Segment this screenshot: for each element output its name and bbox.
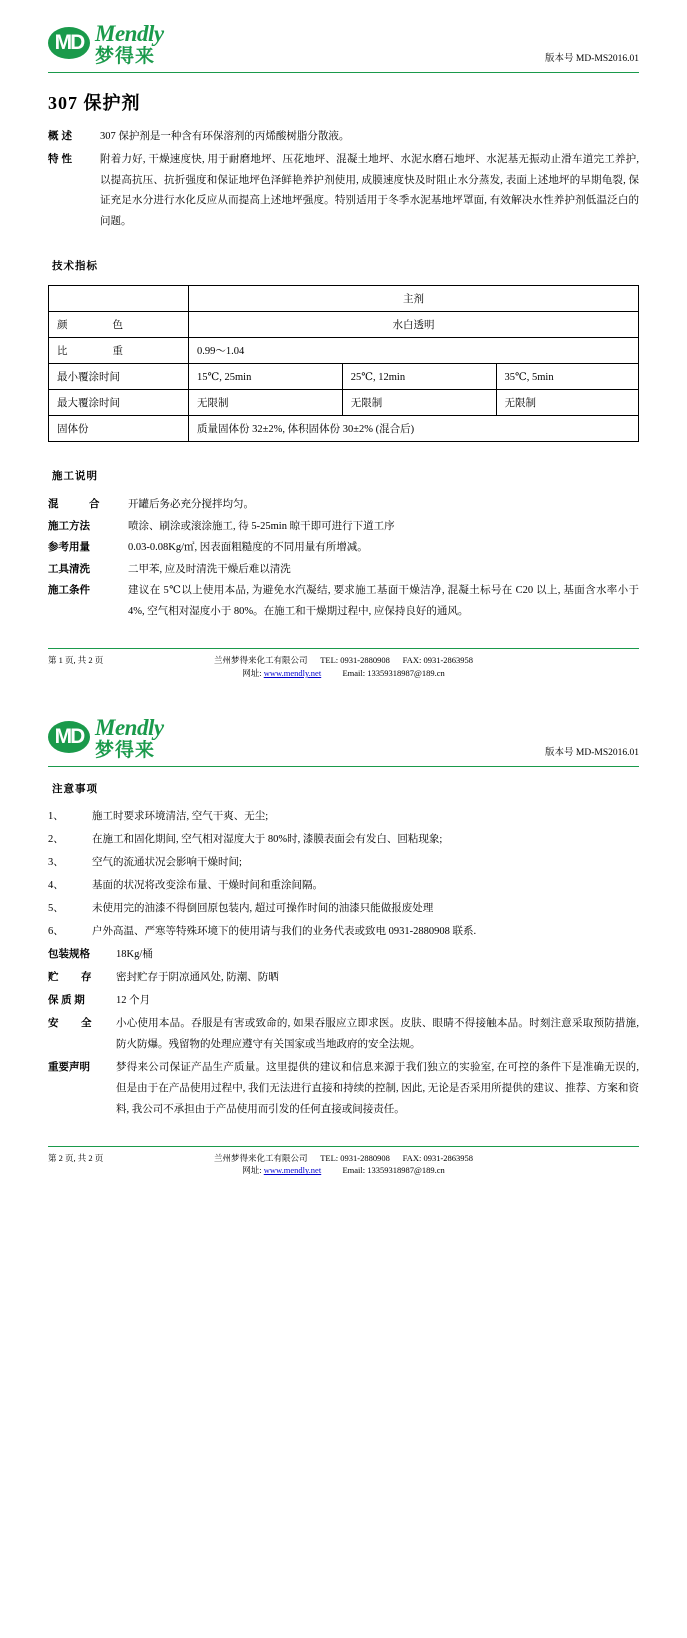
logo-mark-letters: MD bbox=[54, 31, 84, 54]
note-text: 户外高温、严寒等特殊环境下的使用请与我们的业务代表或致电 0931-2880908 联系. bbox=[92, 925, 477, 937]
detail-disclaimer-value: 梦得来公司保证产品生产质量。这里提供的建议和信息来源于我们独立的实验室, 在可控的条件下是准确无误的, 但是由于在产品使用过程中, 我们无法进行直接和持续的控制, 因此, 无论是否采用所提供的建议、推荐、方案和资料, 我公司不承担由于产品使用而引发的任何直接或间接责任。 bbox=[116, 1061, 639, 1115]
footer-page-number: 第 2 页, 共 2 页 bbox=[48, 1152, 104, 1163]
logo-chinese-name: 梦得来 bbox=[95, 739, 156, 761]
note-text: 施工时要求环境清洁, 空气干爽、无尘; bbox=[92, 810, 269, 822]
company-logo bbox=[48, 22, 164, 66]
construction-text-cleaning: 二甲苯, 应及时清洗干燥后难以清洗 bbox=[128, 563, 291, 575]
table-row bbox=[49, 312, 639, 338]
construction-label-method: 施工方法 bbox=[48, 520, 90, 532]
details-list bbox=[48, 944, 639, 1120]
spec-header-main: 主剂 bbox=[189, 286, 639, 312]
detail-shelf-life bbox=[48, 990, 639, 1011]
construction-text-mixing: 开罐后务必充分搅拌均匀。 bbox=[128, 499, 254, 511]
note-number: 2、 bbox=[48, 833, 64, 845]
list-item bbox=[48, 875, 639, 896]
detail-packaging-value: 18Kg/桶 bbox=[116, 948, 153, 960]
section-features bbox=[48, 150, 639, 232]
note-number: 3、 bbox=[48, 856, 64, 868]
table-row-header bbox=[49, 286, 639, 312]
spec-value-max-recoat-15c: 无限制 bbox=[189, 390, 343, 416]
table-row bbox=[49, 364, 639, 390]
footer-fax: FAX: 0931-2863958 bbox=[402, 1152, 474, 1163]
page-gap bbox=[0, 680, 687, 694]
company-logo bbox=[48, 716, 164, 760]
detail-storage-value: 密封贮存于阴凉通风处, 防潮、防晒 bbox=[116, 971, 279, 983]
detail-safety-value: 小心使用本品。吞服是有害或致命的, 如果吞服应立即求医。皮肤、眼睛不得接触本品。时刻注意采取预防措施, 防火防爆。残留物的处理应遵守有关国家或当地政府的安全法规。 bbox=[116, 1017, 639, 1050]
construction-text-conditions: 建议在 5℃以上使用本品, 为避免水汽凝结, 要求施工基面干燥洁净, 混凝土标号在 C20 以上, 基面含水率小于 4%, 空气相对湿度小于 80%。在施工和干燥期过程中, 应保持良好的通风。 bbox=[128, 585, 639, 617]
list-item bbox=[48, 921, 639, 942]
list-item bbox=[48, 898, 639, 919]
table-row bbox=[49, 338, 639, 364]
note-text: 在施工和固化期间, 空气相对湿度大于 80%时, 漆膜表面会有发白、回粘现象; bbox=[92, 833, 443, 845]
detail-shelf-life-value: 12 个月 bbox=[116, 994, 151, 1006]
construction-text-method: 喷涂、刷涂或滚涂施工, 待 5-25min 晾干即可进行下道工序 bbox=[128, 520, 395, 532]
construction-heading: 施工说明 bbox=[52, 471, 98, 483]
page-1-footer bbox=[48, 648, 639, 680]
detail-packaging-label: 包装规格 bbox=[48, 948, 90, 960]
footer-email: 13359318987@189.cn bbox=[367, 667, 445, 678]
spec-label-max-recoat: 最大覆涂时间 bbox=[49, 390, 189, 416]
construction-item-coverage bbox=[48, 538, 639, 558]
logo-english-name: Mendly bbox=[95, 21, 164, 46]
detail-safety bbox=[48, 1013, 639, 1055]
footer-fax: FAX: 0931-2863958 bbox=[402, 655, 474, 666]
spec-label-min-recoat: 最小覆涂时间 bbox=[49, 364, 189, 390]
construction-label-coverage: 参考用量 bbox=[48, 542, 90, 554]
notes-list bbox=[48, 806, 639, 942]
spec-value-max-recoat-35c: 无限制 bbox=[496, 390, 639, 416]
section-features-text: 附着力好, 干燥速度快, 用于耐磨地坪、压花地坪、混凝土地坪、水泥水磨石地坪、水泥基无振动止滑车道完工养护, 以提高抗压、抗折强度和保证地坪色泽鲜艳养护剂使用, 成膜速度快及时阻止水分蒸发, 表面上述地坪的早期龟裂, 保证充足水分进行水化反应从而提高上述地坪强度。特别适用于冬季水泥基地坪罩面, 有效解决水性养护剂低温泛白的问题。 bbox=[100, 154, 639, 227]
spec-table bbox=[48, 285, 639, 442]
footer-web-link[interactable]: www.mendly.net bbox=[263, 667, 322, 678]
section-overview-text: 307 保护剂是一种含有环保溶剂的丙烯酸树脂分散液。 bbox=[100, 131, 350, 142]
footer-page-number: 第 1 页, 共 2 页 bbox=[48, 655, 104, 666]
document-page-2 bbox=[0, 694, 687, 1178]
note-number: 4、 bbox=[48, 879, 64, 891]
spec-label-color: 颜 色 bbox=[49, 312, 189, 338]
construction-item-cleaning bbox=[48, 560, 639, 580]
spec-value-color: 水白透明 bbox=[189, 312, 639, 338]
note-text: 未使用完的油漆不得倒回原包装内, 超过可操作时间的油漆只能做报废处理 bbox=[92, 902, 434, 914]
footer-email-label: Email: bbox=[342, 1165, 366, 1176]
spec-header-blank bbox=[49, 286, 189, 312]
section-overview-label: 概述 bbox=[48, 131, 75, 142]
detail-safety-label: 安 全 bbox=[48, 1017, 98, 1029]
table-row bbox=[49, 390, 639, 416]
spec-label-density: 比 重 bbox=[49, 338, 189, 364]
spec-value-min-recoat-15c: 15℃, 25min bbox=[189, 364, 343, 390]
spec-value-solids: 质量固体份 32±2%, 体积固体份 30±2% (混合后) bbox=[189, 416, 639, 442]
footer-email: 13359318987@189.cn bbox=[367, 1165, 445, 1176]
list-item bbox=[48, 829, 639, 850]
page-header bbox=[48, 0, 639, 70]
detail-storage bbox=[48, 967, 639, 988]
logo-mark-icon bbox=[48, 721, 90, 755]
note-number: 6、 bbox=[48, 925, 64, 937]
detail-disclaimer bbox=[48, 1057, 639, 1120]
construction-list bbox=[48, 495, 639, 622]
page-2-footer bbox=[48, 1146, 639, 1178]
construction-item-conditions bbox=[48, 581, 639, 622]
footer-company: 兰州梦得来化工有限公司 bbox=[213, 655, 308, 666]
version-label: 版本号 MD-MS2016.01 bbox=[545, 747, 639, 758]
note-number: 5、 bbox=[48, 902, 64, 914]
note-number: 1、 bbox=[48, 810, 64, 822]
detail-packaging bbox=[48, 944, 639, 965]
document-page-1 bbox=[0, 0, 687, 680]
footer-web-label: 网址: bbox=[242, 1165, 262, 1176]
construction-item-method bbox=[48, 517, 639, 537]
detail-disclaimer-label: 重要声明 bbox=[48, 1061, 90, 1073]
page-title: 307 保护剂 bbox=[48, 93, 141, 113]
version-label: 版本号 MD-MS2016.01 bbox=[545, 54, 639, 64]
header-divider bbox=[48, 72, 639, 73]
construction-text-coverage: 0.03-0.08Kg/㎡, 因表面粗糙度的不同用量有所增减。 bbox=[128, 542, 368, 554]
logo-english-name: Mendly bbox=[95, 714, 164, 740]
notes-heading: 注意事项 bbox=[52, 783, 98, 795]
page-2-header bbox=[48, 694, 639, 764]
spec-label-solids: 固体份 bbox=[49, 416, 189, 442]
logo-mark-letters: MD bbox=[54, 724, 84, 748]
header-divider bbox=[48, 766, 639, 767]
logo-chinese-name: 梦得来 bbox=[95, 46, 156, 67]
footer-web-label: 网址: bbox=[242, 667, 262, 678]
spec-value-min-recoat-35c: 35℃, 5min bbox=[496, 364, 639, 390]
spec-value-density: 0.99～1.04 bbox=[189, 338, 639, 364]
construction-label-mixing: 混 合 bbox=[48, 499, 110, 511]
construction-label-cleaning: 工具清洗 bbox=[48, 563, 90, 575]
section-overview bbox=[48, 127, 639, 147]
list-item bbox=[48, 806, 639, 827]
table-row bbox=[49, 416, 639, 442]
detail-shelf-life-label: 保 质 期 bbox=[48, 994, 85, 1006]
construction-item-mixing bbox=[48, 495, 639, 515]
spec-value-max-recoat-25c: 无限制 bbox=[342, 390, 496, 416]
list-item bbox=[48, 852, 639, 873]
logo-mark-icon bbox=[48, 27, 90, 61]
construction-label-conditions: 施工条件 bbox=[48, 585, 90, 597]
footer-tel: TEL: 0931-2880908 bbox=[320, 1152, 390, 1163]
footer-web-link[interactable]: www.mendly.net bbox=[263, 1165, 322, 1176]
footer-email-label: Email: bbox=[342, 667, 366, 678]
spec-value-min-recoat-25c: 25℃, 12min bbox=[342, 364, 496, 390]
note-text: 基面的状况将改变涂布量、干燥时间和重涂间隔。 bbox=[92, 879, 323, 891]
spec-heading: 技术指标 bbox=[52, 261, 98, 273]
note-text: 空气的流通状况会影响干燥时间; bbox=[92, 856, 242, 868]
detail-storage-label: 贮 存 bbox=[48, 971, 98, 983]
footer-company: 兰州梦得来化工有限公司 bbox=[213, 1152, 308, 1163]
footer-tel: TEL: 0931-2880908 bbox=[320, 655, 390, 666]
section-features-label: 特性 bbox=[48, 154, 75, 166]
